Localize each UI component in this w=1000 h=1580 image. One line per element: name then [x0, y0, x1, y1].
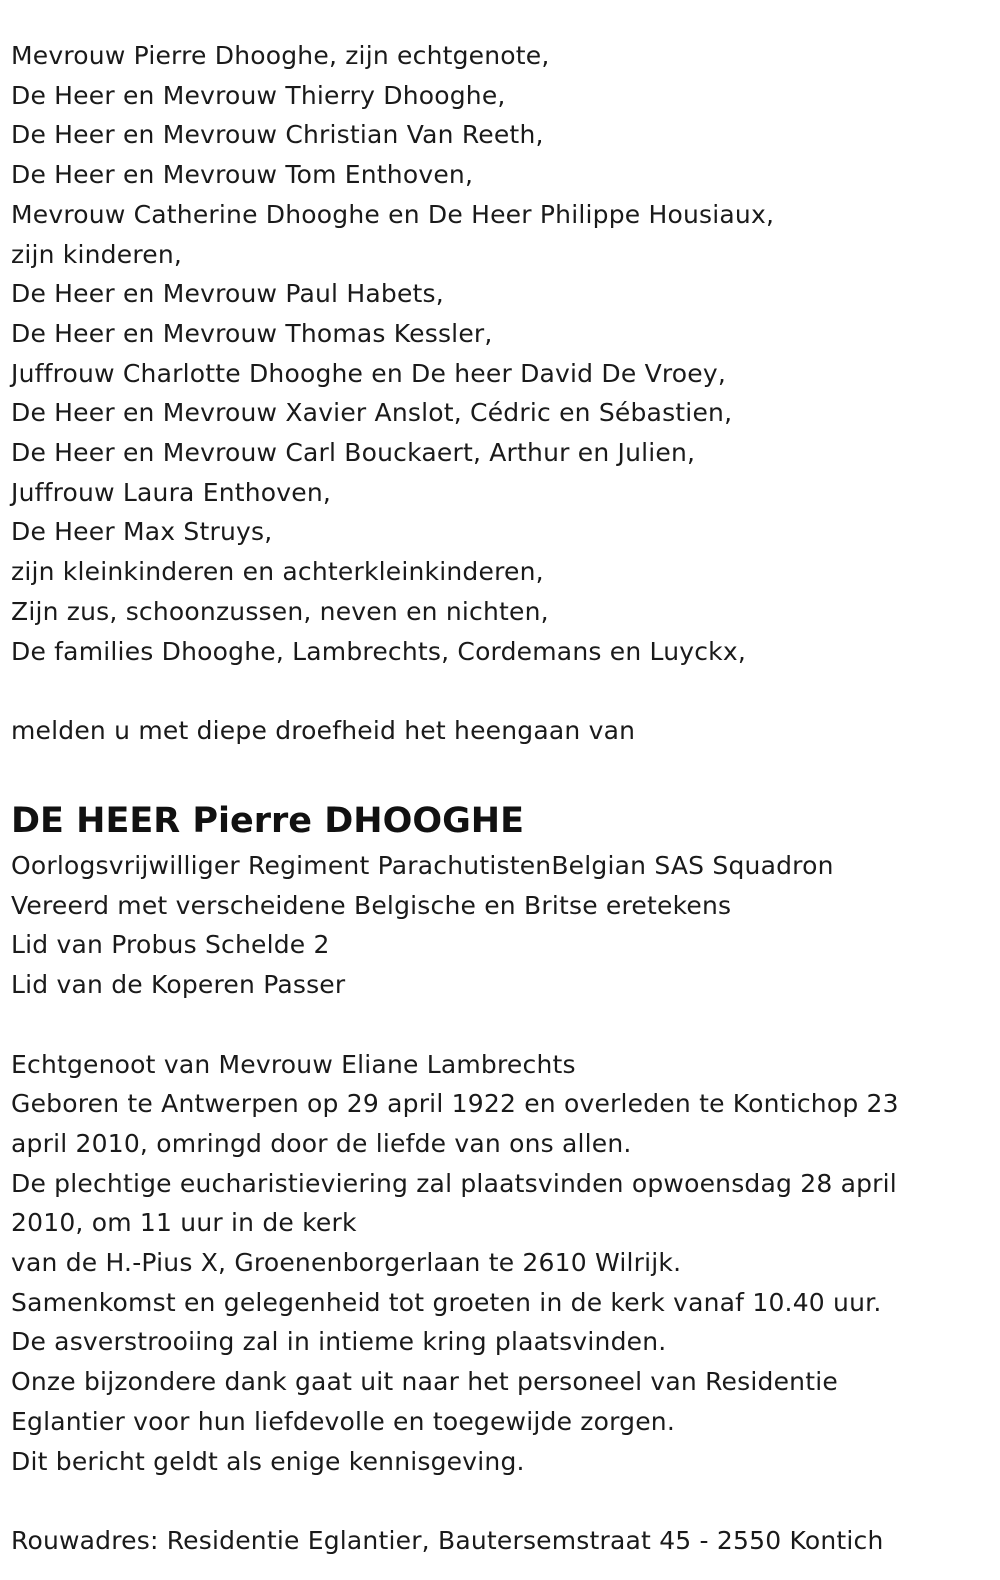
spacer: [11, 751, 986, 791]
deceased-name-heading: DE HEER Pierre DHOOGHE: [11, 801, 525, 842]
family-line: De Heer en Mevrouw Paul Habets,: [11, 279, 444, 309]
titles-list: [11, 846, 986, 1005]
spacer: [11, 671, 986, 711]
title-line: Lid van de Koperen Passer: [11, 970, 346, 1000]
title-line: Vereerd met verscheidene Belgische en Britse eretekens: [11, 890, 732, 920]
family-line: Zijn zus, schoonzussen, neven en nichten,: [11, 596, 549, 626]
details-list: [11, 1045, 986, 1482]
family-line: Mevrouw Pierre Dhooghe, zijn echtgenote,: [11, 41, 550, 70]
family-line: De Heer en Mevrouw Christian Van Reeth,: [11, 120, 544, 150]
family-line: De families Dhooghe, Lambrechts, Cordemans en Luyckx,: [11, 636, 747, 666]
family-line: De Heer en Mevrouw Thierry Dhooghe,: [11, 80, 506, 110]
family-line: De Heer en Mevrouw Tom Enthoven,: [11, 160, 474, 190]
obituary-notice: [11, 36, 986, 1561]
family-line: Mevrouw Catherine Dhooghe en De Heer Philippe Housiaux,: [11, 199, 775, 229]
mourning-address: Rouwadres: Residentie Eglantier, Bautersemstraat 45 - 2550 Kontich: [11, 1525, 884, 1555]
title-line: Oorlogsvrijwilliger Regiment ParachutistenBelgian SAS Squadron: [11, 851, 834, 881]
detail-line: De plechtige eucharistieviering zal plaatsvinden opwoensdag 28 april 2010, om 11 uur in de kerk: [11, 1168, 897, 1238]
family-line: De Heer en Mevrouw Thomas Kessler,: [11, 318, 493, 348]
detail-line: De asverstrooiing zal in intieme kring plaatsvinden.: [11, 1327, 667, 1357]
family-line: zijn kinderen,: [11, 239, 183, 269]
family-line: De Heer Max Struys,: [11, 517, 273, 547]
detail-line: Geboren te Antwerpen op 29 april 1922 en overleden te Kontichop 23 april 2010, omringd door de liefde van ons allen.: [11, 1089, 899, 1158]
family-line: Juffrouw Charlotte Dhooghe en De heer David De Vroey,: [11, 358, 727, 388]
family-line: De Heer en Mevrouw Xavier Anslot, Cédric en Sébastien,: [11, 398, 733, 428]
detail-line: Dit bericht geldt als enige kennisgeving.: [11, 1446, 525, 1476]
family-line: De Heer en Mevrouw Carl Bouckaert, Arthur en Julien,: [11, 438, 696, 468]
family-list: [11, 36, 986, 671]
detail-line: Echtgenoot van Mevrouw Eliane Lambrechts: [11, 1049, 576, 1079]
family-line: zijn kleinkinderen en achterkleinkinderen,: [11, 557, 544, 587]
spacer: [11, 1481, 986, 1521]
family-line: Juffrouw Laura Enthoven,: [11, 477, 332, 507]
detail-line: Samenkomst en gelegenheid tot groeten in de kerk vanaf 10.40 uur.: [11, 1287, 882, 1317]
detail-line: van de H.-Pius X, Groenenborgerlaan te 2610 Wilrijk.: [11, 1248, 682, 1278]
announcement-text: melden u met diepe droefheid het heengaan van: [11, 715, 636, 745]
title-line: Lid van Probus Schelde 2: [11, 930, 330, 960]
detail-line: Onze bijzondere dank gaat uit naar het personeel van Residentie Eglantier voor hun liefdevolle en toegewijde zorgen.: [11, 1367, 838, 1436]
spacer: [11, 1005, 986, 1045]
